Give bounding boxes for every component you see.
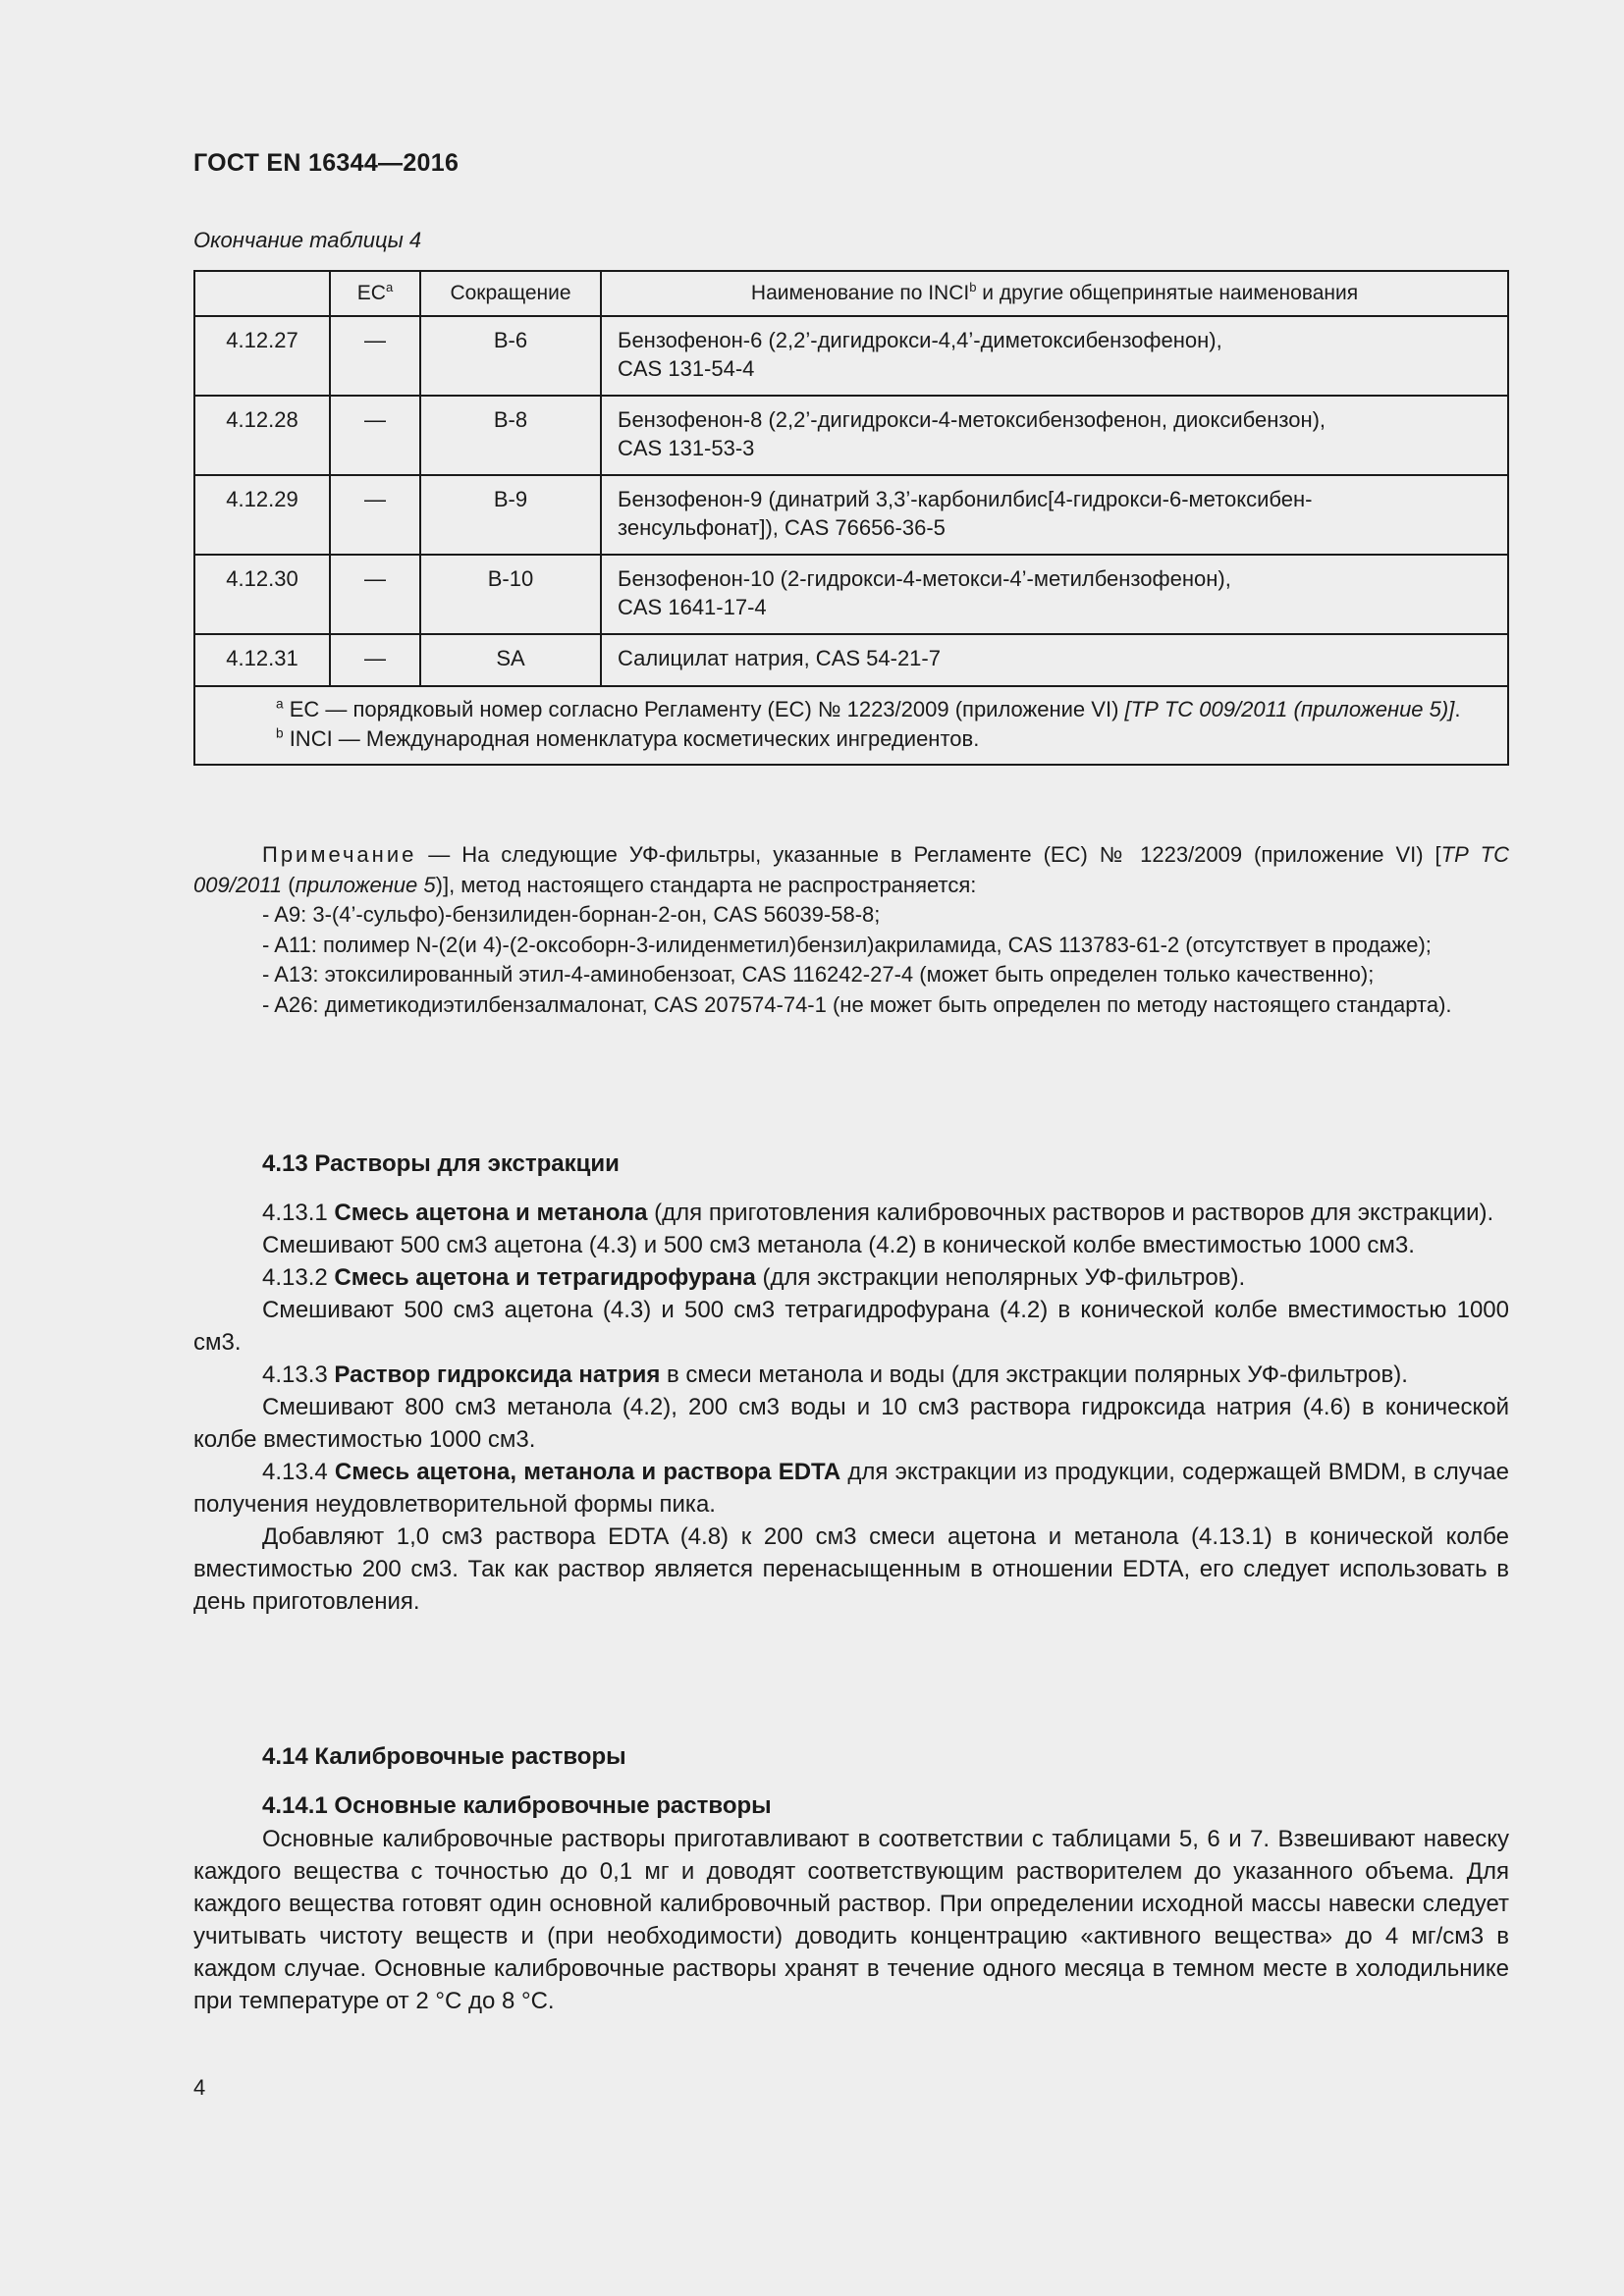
row-num: 4.12.27 — [194, 316, 330, 396]
page-number: 4 — [193, 2075, 206, 2100]
note-item: - A26: диметикодиэтилбензалмалонат, CAS 207574-74-1 (не может быть определен по методу настоящего стандарта). — [262, 991, 1452, 1017]
note-intro: Примечание — На следующие УФ-фильтры, указанные в Регламенте (ЕС) № 1223/2009 (приложение VI) [ТР ТС 009/2011 (приложение 5)], метод настоящего стандарта не распространяется: — [193, 842, 1510, 897]
footnote-b: $^b$ INCI — Международная номенклатура косметических ингредиентов. — [276, 725, 980, 751]
document-header: ГОСТ EN 16344—2016 — [193, 149, 460, 177]
table-note — [193, 840, 1509, 1020]
row-abbr: B-8 — [420, 396, 601, 475]
row-num: 4.12.30 — [194, 555, 330, 634]
row-num: 4.12.31 — [194, 634, 330, 686]
paragraph: Смешивают 800 см3 метанола (4.2), 200 см3 воды и 10 см3 раствора гидроксида натрия (4.6) в конической колбе вместимостью 1000 см3. — [193, 1394, 1509, 1453]
paragraph: Смешивают 500 см3 ацетона (4.3) и 500 см3 метанола (4.2) в конической колбе вместимостью 1000 см3. — [262, 1232, 1415, 1258]
table-caption: Окончание таблицы 4 — [193, 228, 422, 252]
table-footnotes — [194, 686, 1508, 765]
section-heading-4-13: 4.13 Растворы для экстракции — [262, 1150, 620, 1177]
section-heading-4-14: 4.14 Калибровочные растворы — [262, 1743, 626, 1770]
header-num — [194, 271, 330, 316]
row-name: Бензофенон-6 (2,2’-дигидрокси-4,4’-диметоксибензофенон), CAS 131-54-4 — [601, 316, 1508, 396]
row-abbr: SA — [420, 634, 601, 686]
table-row — [194, 634, 1508, 686]
row-ec: — — [330, 634, 420, 686]
row-ec: — — [330, 396, 420, 475]
section-4-13-body — [193, 1197, 1509, 1618]
row-ec: — — [330, 555, 420, 634]
header-name: Наименование по INCI$^b$ и другие общепринятые наименования — [601, 271, 1508, 316]
row-name: Салицилат натрия, CAS 54-21-7 — [601, 634, 1508, 686]
row-ec: — — [330, 316, 420, 396]
row-name: Бензофенон-10 (2-гидрокси-4-метокси-4’-метилбензофенон), CAS 1641-17-4 — [601, 555, 1508, 634]
row-name: Бензофенон-9 (динатрий 3,3’-карбонилбис[4-гидрокси-6-метоксибен- зенсульфонат]), CAS 76656-36-5 — [601, 475, 1508, 555]
table-row — [194, 396, 1508, 475]
note-item: - A11: полимер N-(2(и 4)-(2-оксоборн-3-илиденметил)бензил)акриламида, CAS 113783-61-2 (отсутствует в продаже); — [262, 932, 1432, 957]
paragraph-4-13-1: 4.13.1 Смесь ацетона и метанола (для приготовления калибровочных растворов и растворов для экстракции). — [262, 1200, 1494, 1226]
section-4-14-body — [193, 1823, 1509, 2017]
row-abbr: B-6 — [420, 316, 601, 396]
paragraph: Добавляют 1,0 см3 раствора EDTA (4.8) к 200 см3 смеси ацетона и метанола (4.13.1) в конической колбе вместимостью 200 см3. Так как раствор является перенасыщенным в отношении EDTA, его следует использовать в день приготовления. — [193, 1523, 1509, 1615]
row-abbr: B-10 — [420, 555, 601, 634]
subsection-heading-4-14-1: 4.14.1 Основные калибровочные растворы — [262, 1792, 772, 1819]
footnotes-cell — [194, 686, 1508, 765]
paragraph-4-13-3: 4.13.3 Раствор гидроксида натрия в смеси метанола и воды (для экстракции полярных УФ-фильтров). — [262, 1362, 1408, 1388]
paragraph-4-13-2: 4.13.2 Смесь ацетона и тетрагидрофурана (для экстракции неполярных УФ-фильтров). — [262, 1264, 1246, 1291]
note-item: - A13: этоксилированный этил-4-аминобензоат, CAS 116242-27-4 (может быть определен только качественно); — [262, 962, 1375, 987]
table-row — [194, 316, 1508, 396]
table-header-row — [194, 271, 1508, 316]
row-num: 4.12.29 — [194, 475, 330, 555]
note-item: - A9: 3-(4’-сульфо)-бензилиден-борнан-2-он, CAS 56039-58-8; — [262, 902, 881, 927]
paragraph-4-13-4: 4.13.4 Смесь ацетона, метанола и раствора EDTA для экстракции из продукции, содержащей BMDM, в случае получения неудовлетворительной формы пика. — [193, 1459, 1510, 1518]
header-abbr: Сокращение — [420, 271, 601, 316]
row-num: 4.12.28 — [194, 396, 330, 475]
paragraph: Основные калибровочные растворы приготавливают в соответствии с таблицами 5, 6 и 7. Взвешивают навеску каждого вещества с точностью до 0,1 мг и доводят соответствующим растворителем до указанного объема. Для каждого вещества готовят один основной калибровочный раствор. При определении исходной массы навески следует учитывать чистоту веществ и (при необходимости) доводить концентрацию «активного вещества» до 4 мг/см3 в каждом случае. Основные калибровочные растворы хранят в течение одного месяца в темном месте в холодильнике при температуре от 2 °С до 8 °С. — [193, 1826, 1509, 2014]
table-row — [194, 555, 1508, 634]
footnote-a: $^a$ EC — порядковый номер согласно Регламенту (ЕС) № 1223/2009 (приложение VI) [ТР ТС 009/2011 (приложение 5)]. — [276, 696, 1461, 721]
header-ec: $EC^a$ — [330, 271, 420, 316]
row-abbr: B-9 — [420, 475, 601, 555]
inci-table — [193, 270, 1509, 766]
row-ec: — — [330, 475, 420, 555]
paragraph: Смешивают 500 см3 ацетона (4.3) и 500 см3 тетрагидрофурана (4.2) в конической колбе вместимостью 1000 см3. — [193, 1297, 1509, 1356]
row-name: Бензофенон-8 (2,2’-дигидрокси-4-метоксибензофенон, диоксибензон), CAS 131-53-3 — [601, 396, 1508, 475]
table-row — [194, 475, 1508, 555]
